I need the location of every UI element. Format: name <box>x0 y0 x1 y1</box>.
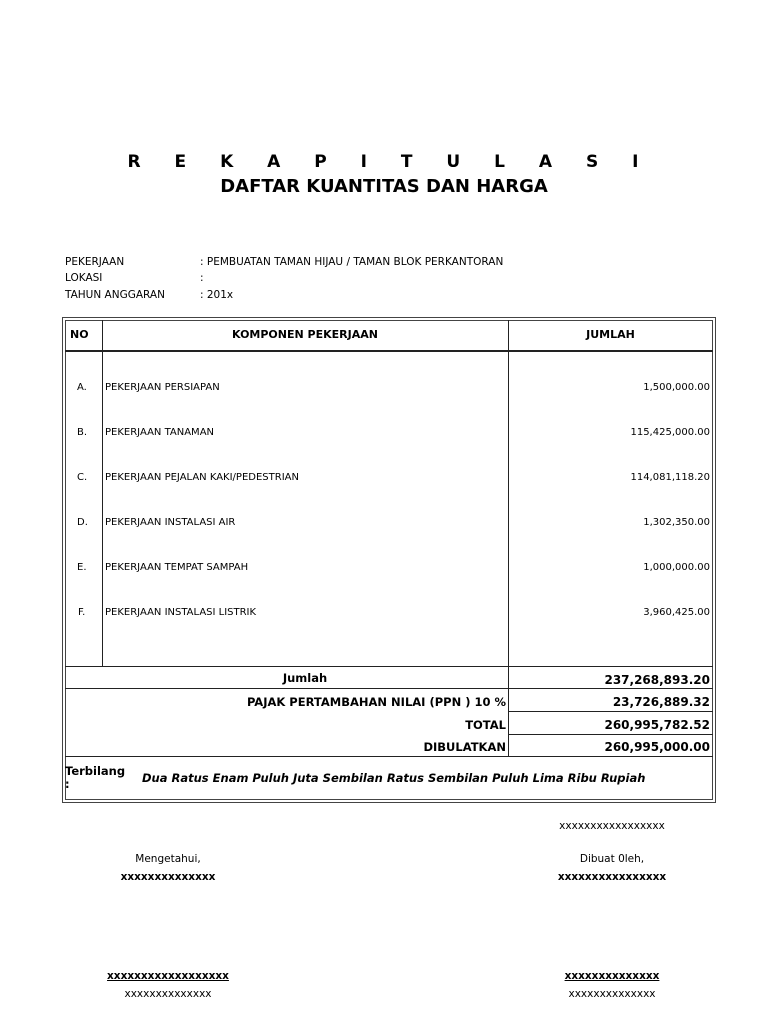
terbilang-colon: : <box>65 777 70 791</box>
row-b-item: PEKERJAAN TANAMAN <box>105 427 215 438</box>
header-divider <box>65 350 713 352</box>
row-c-item: PEKERJAAN PEJALAN KAKI/PEDESTRIAN <box>105 472 299 483</box>
row-b-no: B. <box>77 427 88 438</box>
ppn-value: 23,726,889.32 <box>612 695 710 709</box>
right-signature-role: xxxxxxxxxxxxxxxx <box>557 871 667 883</box>
right-signature-name: xxxxxxxxxxxxxx <box>564 970 660 982</box>
place-date: xxxxxxxxxxxxxxxxx <box>559 820 665 832</box>
ppn-bottom-line <box>508 711 713 712</box>
row-d-amount: 1,302,350.00 <box>643 517 710 528</box>
total-value: 260,995,782.52 <box>604 718 710 732</box>
document-title: R E K A P I T U L A S I <box>127 152 653 172</box>
summary-top-line <box>65 666 713 667</box>
ppn-label: PAJAK PERTAMBAHAN NILAI (PPN ) 10 % <box>246 695 506 709</box>
row-e-item: PEKERJAAN TEMPAT SAMPAH <box>105 562 249 573</box>
info-label-tahun: TAHUN ANGGARAN <box>65 289 165 301</box>
col-header-komponen: KOMPONEN PEKERJAAN <box>232 328 378 341</box>
right-signature-id: xxxxxxxxxxxxxx <box>568 988 656 1000</box>
jumlah-label: Jumlah <box>282 671 328 685</box>
terbilang-label: Terbilang <box>65 764 126 778</box>
info-value-lokasi: : <box>200 272 204 284</box>
row-f-amount: 3,960,425.00 <box>643 607 710 618</box>
right-signature-caption: Dibuat 0leh, <box>579 853 645 865</box>
col-header-no: NO <box>70 328 89 341</box>
info-value-tahun: : 201x <box>200 289 234 301</box>
document-subtitle: DAFTAR KUANTITAS DAN HARGA <box>220 176 548 197</box>
col-divider-jumlah <box>508 320 509 757</box>
info-label-lokasi: LOKASI <box>65 272 103 284</box>
info-value-pekerjaan: : PEMBUATAN TAMAN HIJAU / TAMAN BLOK PERKANTORAN <box>200 256 504 268</box>
jumlah-value: 237,268,893.20 <box>604 673 710 687</box>
row-c-no: C. <box>77 472 88 483</box>
row-e-no: E. <box>77 562 87 573</box>
info-label-pekerjaan: PEKERJAAN <box>65 256 125 268</box>
terbilang-text: Dua Ratus Enam Puluh Juta Sembilan Ratus Sembilan Puluh Lima Ribu Rupiah <box>142 771 646 785</box>
row-a-no: A. <box>77 382 87 393</box>
total-bottom-line <box>508 734 713 735</box>
row-f-no: F. <box>78 607 86 618</box>
jumlah-bottom-line <box>65 688 713 689</box>
dibulatkan-bottom-line <box>65 756 713 757</box>
row-a-item: PEKERJAAN PERSIAPAN <box>105 382 220 393</box>
left-signature-caption: Mengetahui, <box>135 853 201 865</box>
row-b-amount: 115,425,000.00 <box>630 427 710 438</box>
left-signature-role: xxxxxxxxxxxxxx <box>120 871 216 883</box>
total-label: TOTAL <box>465 718 506 732</box>
left-signature-name: xxxxxxxxxxxxxxxxxx <box>107 970 229 982</box>
left-signature-id: xxxxxxxxxxxxxx <box>124 988 212 1000</box>
row-e-amount: 1,000,000.00 <box>643 562 710 573</box>
row-d-no: D. <box>77 517 88 528</box>
col-divider-no <box>102 320 103 667</box>
dibulatkan-value: 260,995,000.00 <box>604 740 710 754</box>
col-header-jumlah: JUMLAH <box>586 328 635 341</box>
row-a-amount: 1,500,000.00 <box>643 382 710 393</box>
row-c-amount: 114,081,118.20 <box>630 472 710 483</box>
row-f-item: PEKERJAAN INSTALASI LISTRIK <box>105 607 257 618</box>
row-d-item: PEKERJAAN INSTALASI AIR <box>105 517 236 528</box>
dibulatkan-label: DIBULATKAN <box>423 740 506 754</box>
